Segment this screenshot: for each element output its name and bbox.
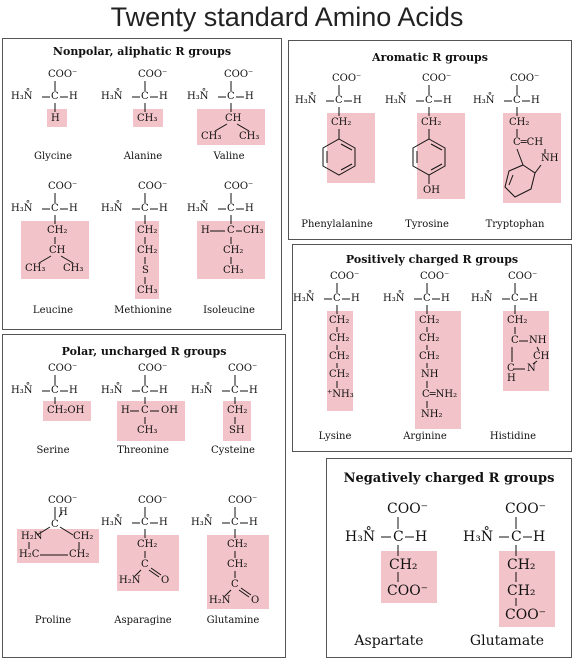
alpha-carbon-label: C: [141, 517, 149, 528]
r-group-label: CH₂: [227, 405, 248, 416]
hydrogen-label: H: [69, 91, 78, 102]
r-group-label: CH₂: [137, 245, 158, 256]
r-group-label: COO⁻: [387, 583, 429, 599]
carboxylate-label: COO⁻: [508, 271, 538, 282]
r-group-label: CH₂: [421, 117, 442, 128]
polar-title: Polar, uncharged R groups: [61, 345, 227, 358]
amino-label: H₃N̊: [11, 203, 33, 214]
carboxylate-label: COO⁻: [224, 69, 254, 80]
r-group-label: C: [141, 405, 149, 416]
amino-label: H₃N̊: [101, 91, 123, 102]
polar-panel: [2, 334, 286, 658]
bond-lines: [183, 65, 279, 145]
cysteine-name: Cysteine: [211, 445, 255, 456]
valine-structure: [183, 65, 279, 195]
carboxylate-label: COO⁻: [330, 271, 360, 282]
amino-label: H₃N̊: [345, 529, 376, 545]
lysine-name: Lysine: [318, 431, 352, 442]
carboxylate-label: COO⁻: [48, 363, 78, 374]
arginine-name: Arginine: [403, 431, 447, 442]
positive-panel: [292, 244, 572, 452]
nonpolar-panel: [2, 38, 282, 330]
alpha-carbon-label: C: [141, 203, 149, 214]
r-group-label: CH₃: [243, 225, 264, 236]
alpha-carbon-label: C: [51, 91, 59, 102]
carboxylate-label: COO⁻: [228, 363, 258, 374]
negative-panel: [326, 458, 572, 658]
alpha-carbon-label: C: [511, 529, 522, 545]
alpha-carbon-label: C: [231, 385, 239, 396]
amino-label: H₃N̊: [385, 95, 407, 106]
glutamate-name: Glutamate: [469, 633, 545, 649]
tryptophan-structure: [469, 69, 565, 239]
bond-lines: [379, 267, 475, 427]
cysteine-structure: [187, 361, 283, 481]
glycine-name: Glycine: [34, 151, 72, 162]
alanine-name: Alanine: [123, 151, 163, 162]
isoleucine-structure: [183, 179, 279, 319]
carboxylate-label: COO⁻: [138, 495, 168, 506]
glycine-structure: [7, 65, 103, 195]
imidazole-ring: [467, 267, 563, 397]
carboxylate-label: COO⁻: [332, 73, 362, 84]
hydrogen-label: H: [351, 293, 360, 304]
glutamine-structure: [187, 491, 283, 631]
amino-label: H₃N̊: [191, 385, 213, 396]
amino-label: H₃N̊: [463, 529, 494, 545]
r-group-label: CH₂: [507, 315, 528, 326]
r-group-label: H: [201, 225, 210, 236]
r-group-label: CH₂: [137, 225, 158, 236]
bond-lines: [289, 267, 385, 407]
amino-label: H₃N̊: [187, 203, 209, 214]
r-group-label: N: [527, 363, 536, 374]
hydrogen-label: H: [249, 385, 258, 396]
proline-name: Proline: [34, 615, 72, 626]
bond-lines: [7, 179, 103, 279]
indole-ring: [469, 69, 565, 209]
r-group-label: C: [507, 363, 515, 374]
r-group-label: CH₃: [239, 131, 260, 142]
r-group-label: COO⁻: [505, 607, 547, 623]
r-group-label: CH₃: [223, 265, 244, 276]
amino-label: H₃N̊: [101, 517, 123, 528]
proline-structure: [7, 491, 103, 631]
r-group-label: CH₂: [331, 117, 352, 128]
r-group-label: CH₃: [137, 425, 158, 436]
r-group-label: CH₂: [389, 557, 418, 573]
r-group-label: CH₂: [507, 557, 536, 573]
r-group-label: C═CH: [513, 137, 544, 148]
hydrogen-label: H: [249, 517, 258, 528]
alpha-carbon-label: C: [425, 95, 433, 106]
amino-label: H₃N̊: [101, 203, 123, 214]
asparagine-structure: [97, 491, 193, 631]
amino-label: H₃N̊: [11, 385, 33, 396]
r-group-label: CH₂: [419, 333, 440, 344]
hydrogen-label: H: [245, 91, 254, 102]
phenylalanine-name: Phenylalanine: [301, 219, 373, 230]
alpha-carbon-label: C: [333, 293, 341, 304]
r-group-label: CH₂: [419, 351, 440, 362]
lysine-structure: [289, 267, 385, 447]
tyrosine-structure: [381, 69, 477, 239]
hydrogen-label: H: [533, 529, 546, 545]
bond-lines: [187, 361, 283, 441]
carboxylate-label: COO⁻: [420, 271, 450, 282]
carboxylate-label: COO⁻: [510, 73, 540, 84]
alpha-carbon-label: C: [141, 91, 149, 102]
alpha-carbon-label: C: [51, 385, 59, 396]
aromatic-title: Aromatic R groups: [372, 51, 488, 64]
nonpolar-title: Nonpolar, aliphatic R groups: [52, 45, 232, 58]
r-group-label: SH: [229, 425, 245, 436]
hydrogen-label: H: [159, 385, 168, 396]
bond-lines: [7, 65, 103, 145]
r-group-label: CH₂: [509, 117, 530, 128]
arginine-structure: [379, 267, 475, 447]
carboxylate-label: COO⁻: [138, 181, 168, 192]
carboxylate-label: COO⁻: [228, 495, 258, 506]
aspartate-structure: [329, 495, 449, 655]
alpha-carbon-label: C: [335, 95, 343, 106]
hydrogen-label: H: [69, 203, 78, 214]
serine-name: Serine: [36, 445, 70, 456]
r-group-label: OH: [423, 185, 440, 196]
r-group-label: O: [251, 595, 260, 606]
pyrrolidine-ring: [7, 491, 103, 571]
amino-label: H₃N̊: [187, 91, 209, 102]
serine-structure: [7, 361, 103, 481]
r-group-label: H₂C: [19, 549, 40, 560]
r-group-label: NH₂: [421, 409, 443, 420]
alpha-carbon-label: C: [513, 95, 521, 106]
r-group-label: C: [231, 579, 239, 590]
glutamate-structure: [447, 495, 567, 655]
glutamine-name: Glutamine: [206, 615, 260, 626]
positive-title: Positively charged R groups: [345, 253, 519, 266]
bond-lines: [7, 361, 103, 421]
r-group-label: CH₃: [63, 263, 84, 274]
r-group-label: CH₃: [137, 285, 158, 296]
asparagine-name: Asparagine: [114, 615, 172, 626]
negative-title: Negatively charged R groups: [343, 471, 555, 486]
r-group-label: C: [511, 335, 519, 346]
r-group-label: CH₂: [137, 539, 158, 550]
r-group-label: CH₂: [419, 315, 440, 326]
tryptophan-name: Tryptophan: [485, 219, 545, 230]
r-group-label: CH₂: [69, 549, 90, 560]
r-group-label: CH₂: [329, 369, 350, 380]
r-group-label: NH: [541, 153, 559, 164]
amino-label: H₃N̊: [473, 95, 495, 106]
r-group-label: CH₂OH: [47, 405, 85, 416]
tyrosine-name: Tyrosine: [405, 219, 449, 230]
hydrogen-label: H: [531, 95, 540, 106]
r-group-label: H: [51, 113, 60, 124]
carboxylate-label: COO⁻: [387, 501, 429, 517]
amino-label: H₃N̊: [11, 91, 33, 102]
bond-lines: [183, 179, 279, 279]
carboxylate-label: COO⁻: [138, 363, 168, 374]
r-group-label: OH: [161, 405, 178, 416]
r-group-label: H: [507, 373, 516, 384]
alpha-carbon-label: C: [227, 203, 235, 214]
amino-label: H₃N̊: [383, 293, 405, 304]
alpha-carbon-label: C: [141, 385, 149, 396]
alpha-carbon-label: C: [51, 519, 59, 530]
histidine-name: Histidine: [489, 431, 537, 442]
alpha-carbon-label: C: [51, 203, 59, 214]
methionine-name: Methionine: [114, 305, 172, 316]
leucine-structure: [7, 179, 103, 319]
alpha-carbon-label: C: [227, 91, 235, 102]
r-group-label: CH₃: [137, 113, 158, 124]
r-group-label: H₂N: [209, 595, 231, 606]
isoleucine-name: Isoleucine: [203, 305, 255, 316]
bond-lines: [97, 65, 193, 145]
r-group-label: H₂N: [119, 575, 141, 586]
carboxylate-label: COO⁻: [48, 181, 78, 192]
bond-lines: [329, 495, 449, 605]
r-group-label: CH₂: [329, 333, 350, 344]
r-group-label: CH₃: [201, 131, 222, 142]
r-group-label: CH₂: [73, 531, 94, 542]
hydrogen-label: H: [353, 95, 362, 106]
aspartate-name: Aspartate: [354, 633, 424, 649]
hydrogen-label: H: [245, 203, 254, 214]
r-group-label: NH: [529, 335, 547, 346]
bond-lines: [447, 495, 567, 625]
hydrogen-label: H: [529, 293, 538, 304]
benzene-ring: [381, 69, 477, 199]
amino-label: H₃N̊: [191, 517, 213, 528]
r-group-label: CH: [533, 351, 550, 362]
r-group-label: CH₂: [329, 351, 350, 362]
carboxylate-label: COO⁻: [48, 69, 78, 80]
r-group-label: CH₂: [227, 539, 248, 550]
r-group-label: CH₂: [507, 583, 536, 599]
r-group-label: ⁺NH₃: [327, 389, 354, 400]
bond-lines: [97, 179, 193, 299]
r-group-label: CH₂: [47, 225, 68, 236]
valine-name: Valine: [213, 151, 245, 162]
alpha-carbon-label: C: [393, 529, 404, 545]
r-group-label: C═NH₂: [422, 389, 458, 400]
alanine-structure: [97, 65, 193, 195]
amino-label: H₃N̊: [471, 293, 493, 304]
carboxylate-label: COO⁻: [48, 495, 78, 506]
alpha-carbon-label: C: [423, 293, 431, 304]
hydrogen-label: H: [441, 293, 450, 304]
hydrogen-label: H: [159, 91, 168, 102]
hydrogen-label: H: [415, 529, 428, 545]
amino-label: H₃N̊: [293, 293, 315, 304]
threonine-structure: [97, 361, 193, 481]
phenylalanine-structure: [291, 69, 387, 239]
methionine-structure: [97, 179, 193, 319]
r-group-label: CH₂: [223, 245, 244, 256]
hydrogen-label: H: [59, 507, 68, 518]
r-group-label: CH₃: [25, 263, 46, 274]
carboxylate-label: COO⁻: [505, 501, 547, 517]
r-group-label: H: [121, 405, 130, 416]
amino-label: H₂N: [21, 531, 43, 542]
bond-lines: [97, 361, 193, 441]
r-group-label: C: [227, 225, 235, 236]
r-group-label: S: [142, 265, 149, 276]
hydrogen-label: H: [69, 385, 78, 396]
r-group-label: C: [141, 559, 149, 570]
r-group-label: CH₂: [329, 315, 350, 326]
r-group-label: CH₂: [227, 559, 248, 570]
histidine-structure: [467, 267, 563, 447]
page-title: Twenty standard Amino Acids: [110, 2, 464, 32]
alpha-carbon-label: C: [231, 517, 239, 528]
hydrogen-label: H: [443, 95, 452, 106]
r-group-label: NH: [421, 369, 439, 380]
r-group-label: O: [161, 575, 170, 586]
alpha-carbon-label: C: [511, 293, 519, 304]
r-group-label: CH: [225, 113, 242, 124]
benzene-ring: [291, 69, 387, 189]
threonine-name: Threonine: [117, 445, 169, 456]
bond-lines: [187, 491, 283, 611]
r-group-label: CH: [49, 245, 66, 256]
amino-label: H₃N̊: [101, 385, 123, 396]
carboxylate-label: COO⁻: [138, 69, 168, 80]
hydrogen-label: H: [159, 203, 168, 214]
amino-label: H₃N̊: [295, 95, 317, 106]
aromatic-panel: [288, 40, 572, 240]
hydrogen-label: H: [159, 517, 168, 528]
carboxylate-label: COO⁻: [224, 181, 254, 192]
leucine-name: Leucine: [32, 305, 74, 316]
carboxylate-label: COO⁻: [422, 73, 452, 84]
bond-lines: [97, 491, 193, 591]
